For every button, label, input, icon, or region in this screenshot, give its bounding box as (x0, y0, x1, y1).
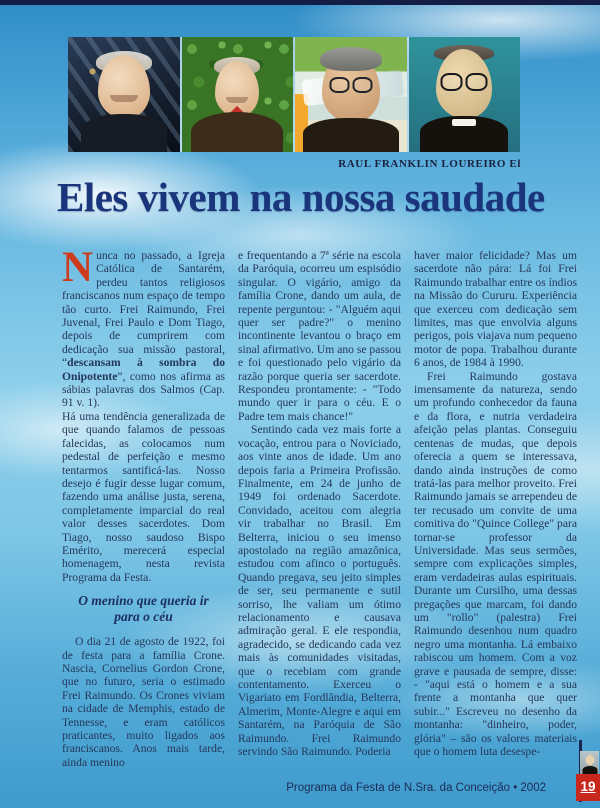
paragraph: O dia 21 de agosto de 1922, foi de festa para a família Crone. Nascia, Cornelius Gordon Crone, que no futuro, seria o estimado Frei Raimundo. Os Crones viviam na cidade de Memphis, estado de Tennesse, e eram católicos praticantes, muito ligados aos franciscanos. Anos mais tarde, ainda menino (62, 635, 225, 769)
article-body (62, 244, 577, 769)
paragraph-text: ”, como nos afirma as sábias palavras dos Salmos (Cap. 91 v. 1). (62, 369, 225, 410)
paragraph (62, 244, 225, 410)
photo-elderly-friar (68, 37, 180, 152)
paragraph-text: unca no passado, a Igreja Católica de Santarém, perdeu tantos religiosos franciscanos num espaço de tempo tão curto. Frei Raimundo, Frei Juvenal, Frei Paulo e Dom Tiago, depois de cumprirem com dedicação sua missão pastoral, “ (62, 249, 225, 370)
thumbnail-body (582, 766, 597, 774)
photo-credit: RAUL FRANKLIN LOUREIRO El (338, 158, 521, 170)
bold-phrase: descansam à sombra do Onipotente (62, 356, 225, 383)
page-title: Eles vivem na nossa saudade (57, 174, 545, 220)
glasses-icon (329, 77, 372, 93)
footer-thumbnail-icon (580, 751, 599, 774)
photo-shoulders (303, 118, 399, 152)
paragraph: Há uma tendência generalizada de que quando falamos de pessoas falecidas, as colocamos num pedestal de perfeição e mesmo tentarmos santificá-las. Nosso desejo é fugir desse lugar comum, fazendo uma análise justa, serena, completamente imparcial do real valor desses sacerdotes. Dom Tiago, nosso saudoso Bispo Emérito, merecerá especial homenagem, nesta revista Programa da Festa. (62, 409, 225, 584)
photo-shoulders (81, 114, 167, 152)
footer-publication-line: Programa da Festa de N.Sra. da Conceição • 2002 (286, 782, 546, 794)
photo-strip (68, 37, 520, 152)
photo-friar-habit-ivy (182, 37, 294, 152)
top-edge-bar (0, 0, 600, 5)
photo-shoulders (191, 112, 283, 152)
section-subhead: O menino que queria ir para o céu (78, 593, 209, 625)
photo-friar-glasses-mural (295, 37, 407, 152)
column-2 (238, 249, 401, 769)
paragraph: haver maior felicidade? Mas um sacerdote não pára: Lá foi Frei Raimundo trabalhar entre os índios na Missão do Cururu. Experiência que exerceu com dedicação sem limites, mas que envolvia alguns perigos, pois viajava num pequeno motor de popa. Trabalhou durante 6 anos, de 1984 à 1990. (414, 249, 577, 370)
photo-priest-portrait (409, 37, 521, 152)
thumbnail-face (585, 755, 594, 765)
photo-hair (320, 47, 382, 71)
page-number-badge: 19 (576, 774, 600, 801)
glasses-icon (441, 73, 488, 91)
paragraph: Sentindo cada vez mais forte a vocação, entrou para o Noviciado, aos vinte anos de idade. Um ano depois faria a Primeira Profissão. Finalmente, em 24 de junho de 1949 foi ordenado Sacerdote. Convidado, aceitou com alegria vir trabalhar no Brasil. Em Belterra, iniciou o seu imenso apostolado na região amazônica, estudou com afinco o português. Quando pregava, seu jeito simples de ser, seu permanente e sutil sorriso, lhe valiam um ótimo relacionamento e causava admiração geral. E ele respondia, agradecido, se dedicando cada vez mais às comunidades visitadas, que o recebiam com grande contentamento. Exerceu o Vigariato em Fordlândia, Belterra, Almerim, Monte-Alegre e aqui em Santarém, na Paróquia de São Raimundo. Frei Raimundo servindo São Raimundo. Poderia (238, 423, 401, 759)
drop-cap: N (62, 244, 94, 291)
paragraph: Frei Raimundo gostava imensamente da natureza, sendo um profundo conhecedor da fauna e da flora, e nutria verdadeira afeição pelas plantas. Conseguiu centenas de mudas, que depois oferecia a quem se interessava, dando ainda instruções de como tratá-las para melhor proveito. Frei Raimundo jamais se arrependeu de ter recusado um convite de uma comitiva do "Quince College" para tornar-se professor da Universidade. Mas seus sermões, sempre com explicações simples, eram verdadeiras aulas espirituais. Durante um Cursilho, uma dessas pregações que marcam, foi dando um "rollo" (palestra) Frei Raimundo desenhou num quadro negro uma montanha. Lá embaixo rabiscou um homem. Com a voz grave e pausada de sempre, disse: - "aqui está o homem e a sua frente a montanha que quer subir..." Escreveu no desenho da montanha: "dinheiro, poder, glória" – são os valores materiais que o homem luta desespe- (414, 369, 577, 759)
column-1 (62, 244, 225, 769)
paragraph: e frequentando a 7ª série na escola da Paróquia, ocorreu um espisódio singular. O vigário, amigo da família Crone, dando um aula, de repente perguntou: - "Alguém aqui quer ser padre?" o menino incontinente levantou o braço em sinal afirmativo. Um ano se passou e foi questionado pelo vigário da razão porque queria ser sacerdote. Respondeu prontamente: - "Todo mundo quer ir para o céu. E o Padre tem mais chance!" (238, 249, 401, 423)
clerical-collar (452, 119, 476, 126)
column-3 (414, 249, 577, 769)
